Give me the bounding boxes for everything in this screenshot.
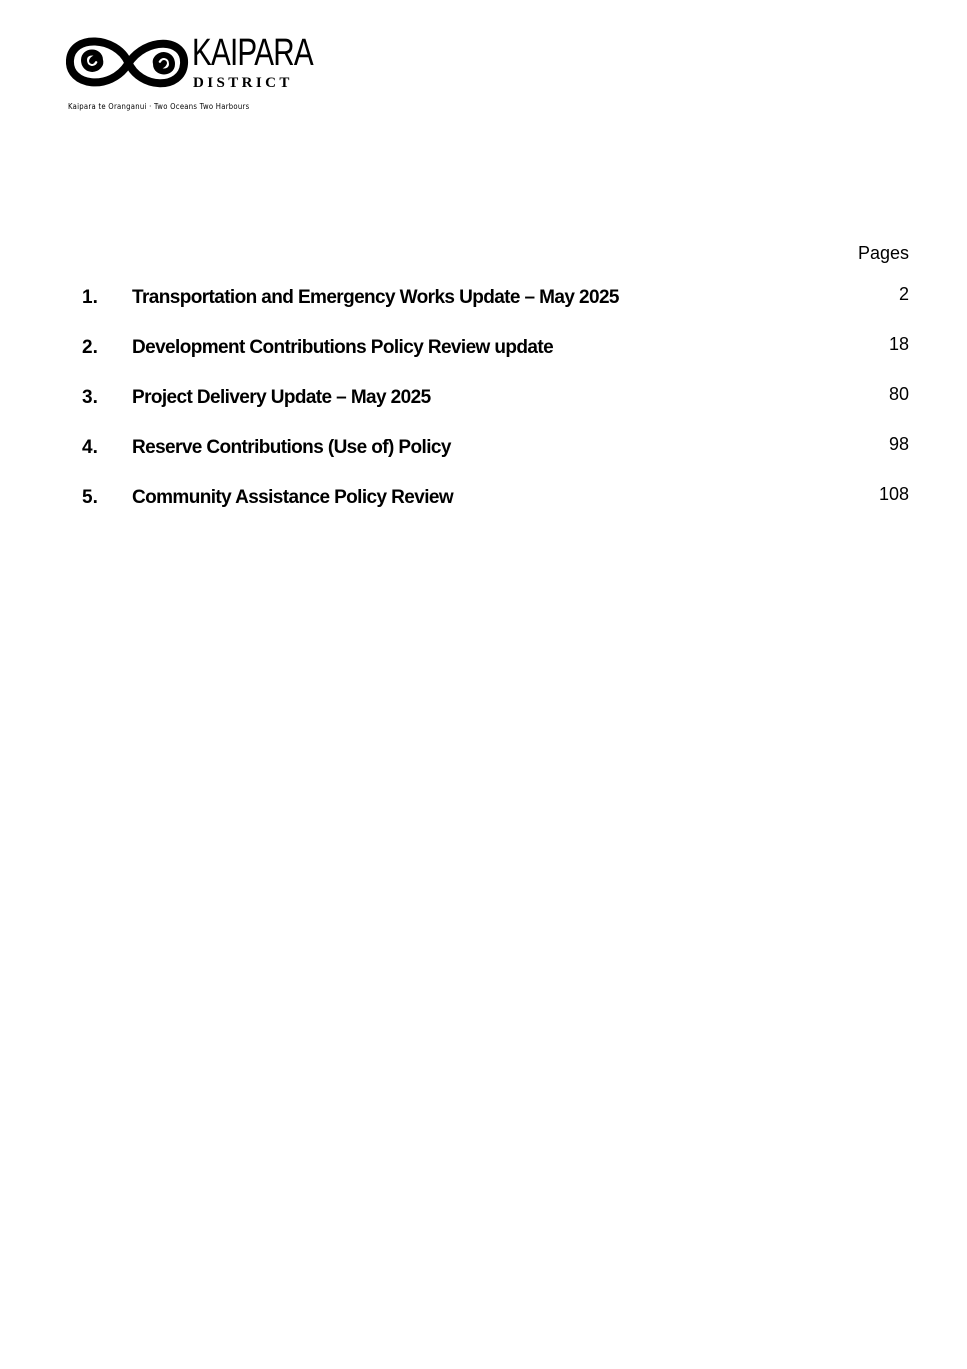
toc-item-page: 80 (888, 384, 909, 404)
toc-item-page: 18 (888, 334, 909, 354)
toc-item-title: Community Assistance Policy Review (132, 487, 454, 508)
toc-item-title: Project Delivery Update – May 2025 (132, 387, 431, 408)
toc-item-title: Transportation and Emergency Works Update – May 2025 (132, 287, 619, 308)
kaipara-district-logo (66, 30, 316, 116)
toc-item (0, 480, 967, 530)
toc-item-title: Development Contributions Policy Review update (132, 337, 554, 358)
logo-tagline: Kaipara te Oranganui · Two Oceans Two Harbours (68, 102, 250, 111)
logo-wordmark: KAIPARA (192, 32, 313, 74)
toc-item-number: 5. (82, 487, 98, 508)
toc-item (0, 380, 967, 430)
toc-item (0, 430, 967, 480)
double-spiral-icon (66, 30, 190, 96)
toc-item-number: 4. (82, 437, 98, 458)
toc-item-number: 1. (82, 287, 98, 308)
pages-column-heading: Pages (857, 243, 909, 263)
toc-item-number: 3. (82, 387, 98, 408)
toc-item-number: 2. (82, 337, 98, 358)
toc-item-page: 2 (898, 284, 909, 304)
toc-item-title: Reserve Contributions (Use of) Policy (132, 437, 451, 458)
toc-item-page: 98 (888, 434, 909, 454)
logo-subtitle: DISTRICT (193, 75, 293, 91)
toc-item-page: 108 (878, 484, 909, 504)
table-of-contents (0, 280, 967, 530)
toc-item (0, 330, 967, 380)
toc-item (0, 280, 967, 330)
